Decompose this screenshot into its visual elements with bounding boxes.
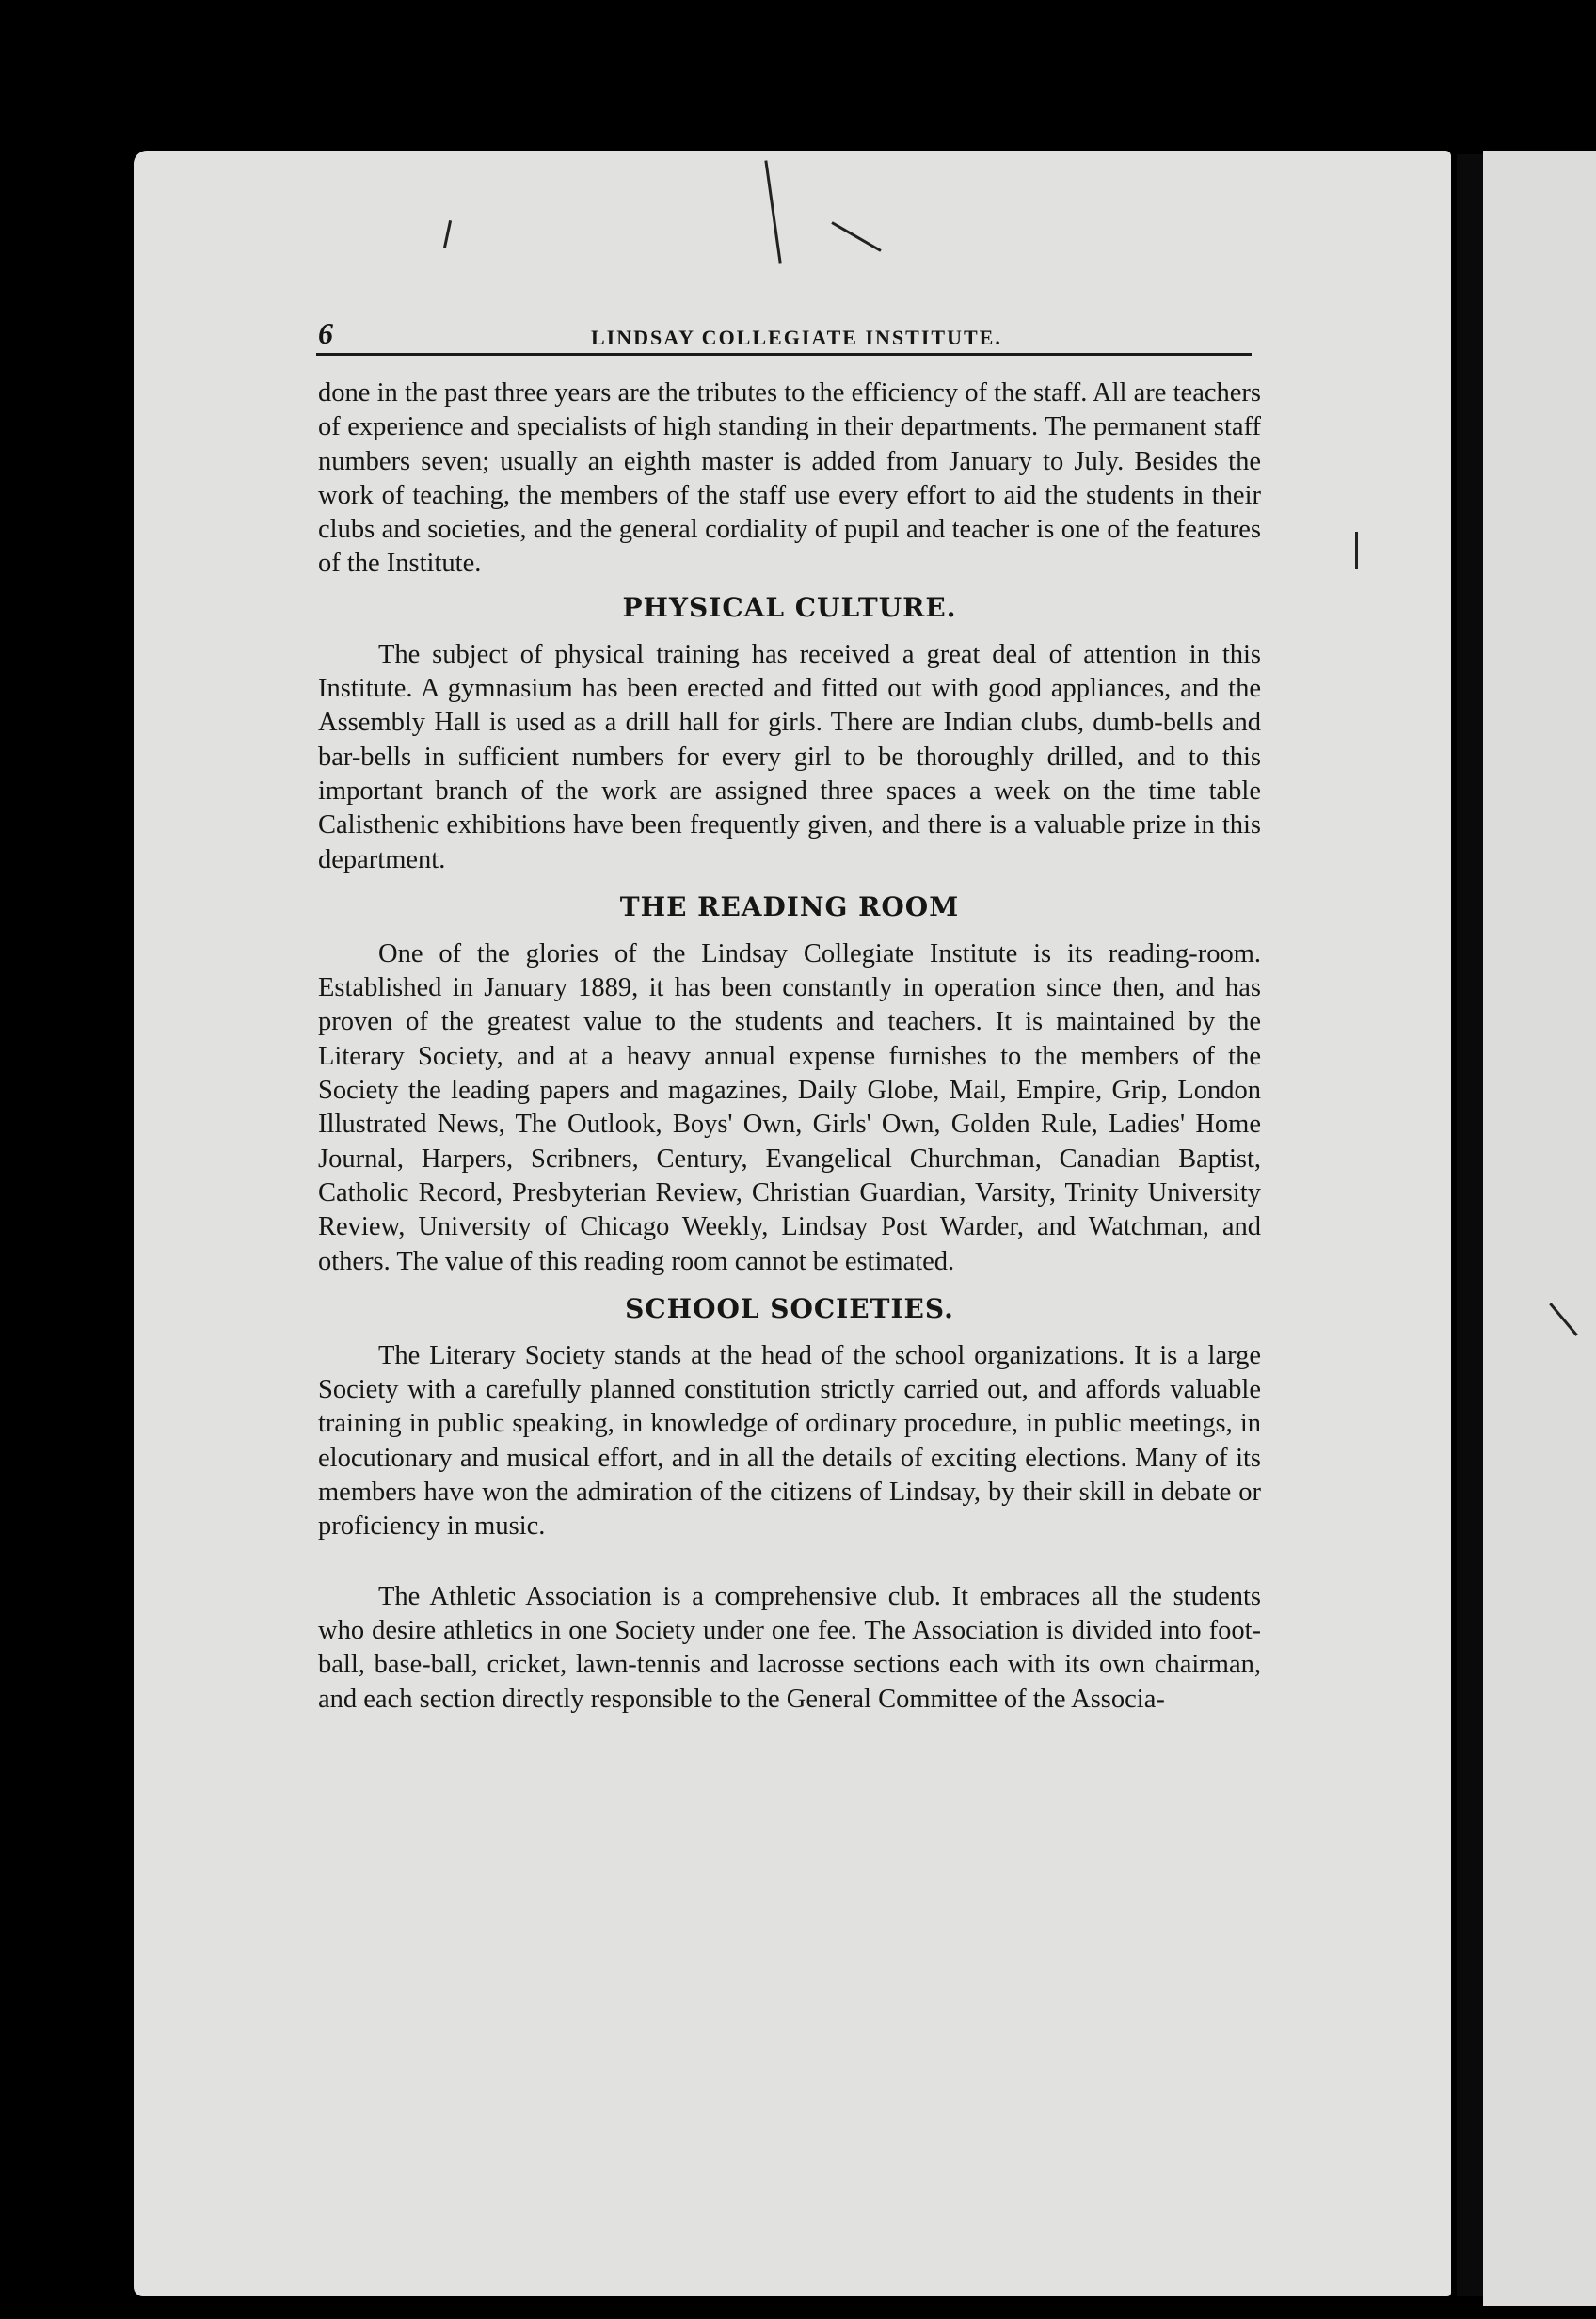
paragraph-physical-culture: The subject of physical training has received a great deal of attention in this Institute. A gymnasium has been erected and fitted out with good appliances, and the Assembly Hall is used as a drill hall for girls. There are Indian clubs, dumb-bells and bar-bells in sufficient numbers for every girl to be thoroughly drilled, and to this important branch of the work are assigned three spaces a week on the time table Calisthenic exhibitions have been frequently given, and there is a valuable prize in this department. — [318, 639, 1261, 874]
document-page — [318, 311, 1261, 1714]
pencil-mark — [1355, 532, 1358, 569]
page-number: 6 — [318, 316, 333, 350]
heading-reading-room: THE READING ROOM — [619, 890, 960, 922]
paragraph-reading-room: One of the glories of the Lindsay Collegiate Institute is its reading-room. Established in January 1889, it has been constantly in operation since then, and has proven of the greatest value to the students and teachers. It is maintained by the Literary Society, and at a heavy annual expense furnishes to the members of the Society the leading papers and magazines, Daily Globe, Mail, Empire, Grip, London Illustrated News, The Outlook, Boys' Own, Girls' Own, Golden Rule, Ladies' Home Journal, Harpers, Scribners, Century, Evangelical Churchman, Canadian Baptist, Catholic Record, Presbyterian Review, Christian Guardian, Varsity, Trinity University Review, University of Chicago Weekly, Lindsay Post Warder, and Watchman, and others. The value of this reading room cannot be estimated. — [318, 938, 1261, 1276]
heading-school-societies: SCHOOL SOCIETIES. — [625, 1292, 954, 1324]
adjacent-page-edge — [1483, 151, 1596, 2306]
paragraph-literary-society: The Literary Society stands at the head of the school organizations. It is a large Society with a carefully planned constitution strictly carried out, and affords valuable training in public speaking, in knowledge of ordinary procedure, in public meetings, in elocutionary and musical effort, and in all the details of exciting elections. Many of its members have won the admiration of the citizens of Lindsay, by their skill in debate or proficiency in music. — [318, 1340, 1261, 1542]
paragraph-athletic-association: The Athletic Association is a comprehensive club. It embraces all the students who desire athletics in one Society under one fee. The Association is divided into foot-ball, base-ball, cricket, lawn-tennis and lacrosse sections each with its own chairman, and each section directly responsible to the General Committee of the Associa- — [318, 1581, 1261, 1714]
running-head: LINDSAY COLLEGIATE INSTITUTE. — [591, 326, 1002, 349]
page-body — [318, 376, 1261, 1717]
paragraph-staff: done in the past three years are the tributes to the efficiency of the staff. All are teachers of experience and specialists of high standing in their departments. The permanent staff numbers seven; usually an eighth master is added from January to July. Besides the work of teaching, the members of the staff use every effort to aid the students in their clubs and societies, and the general cordiality of pupil and teacher is one of the features of the Institute. — [318, 378, 1261, 579]
page-header — [318, 311, 1261, 348]
header-rule — [316, 353, 1252, 356]
binding-shadow — [1457, 154, 1483, 2296]
heading-physical-culture: PHYSICAL CULTURE. — [622, 591, 957, 623]
